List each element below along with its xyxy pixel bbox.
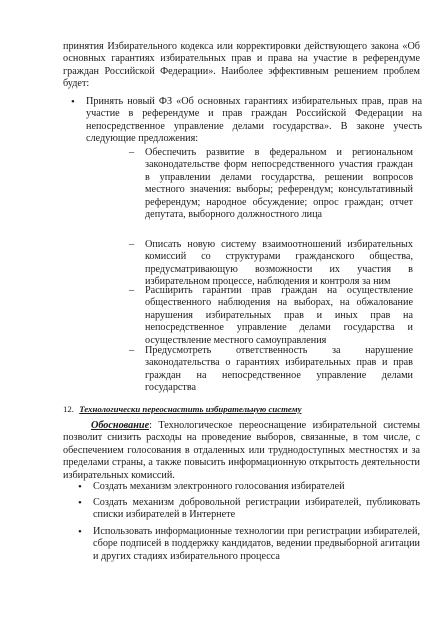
proposal-text: Расширить гарантии прав граждан на осуществление общественного наблюдения на выборах, на обжалование нарушения избирательных прав и иных прав на непосредственное управление делами государства и осуществление местного самоуправления — [145, 285, 413, 346]
proposal-text: Обеспечить развитие в федеральном и региональном законодательстве форм непосредственного участия граждан в управлении делами государства, решении вопросов местного значения: выборы; референдум; консультативный референдум; народное обсуждение; опрос граждан; отчет депутата, выборного должностного лица — [145, 147, 413, 221]
measure-item — [78, 497, 420, 522]
proposal-item — [129, 285, 413, 347]
section-title: Технологически переоснастить избирательную систему — [79, 404, 302, 414]
dash-marker: – — [129, 285, 135, 296]
measure-text: Использовать информационные технологии при регистрации избирателей, сборе подписей в поддержку кандидатов, ведении предвыборной агитации и других стадиях избирательного процесса — [93, 526, 420, 562]
proposal-text: Предусмотреть ответственность за нарушение законодательства о гарантиях избирательных прав и прав граждан на непосредственное управление делами государства — [145, 345, 413, 394]
proposal-item — [129, 345, 413, 395]
proposal-item — [129, 239, 413, 289]
bullet-main-text: Принять новый ФЗ «Об основных гарантиях избирательных прав, прав на участие в референдуме и прав граждан Российской Федерации на непосредственное управление делами государства». В законе учесть следующие предложения: — [86, 96, 422, 145]
rationale-text: : Технологическое переоснащение избирательной системы позволит снизить расходы на проведение выборов, связанные, в том числе, с обеспечением голосования в отдаленных или труднодоступных местностях и за пределами страны, а также повысить информационную открытость деятельности избирательных комиссий. — [63, 420, 420, 481]
intro-paragraph: принятия Избирательного кодекса или корректировки действующего закона «Об основных гарантиях избирательных прав и права на участие в референдуме граждан Российской Федерации». Наиболее эффективным решением проблем будет: — [63, 41, 420, 90]
bullet-marker: • — [78, 481, 82, 493]
dash-marker: – — [129, 147, 135, 158]
proposal-text: Описать новую систему взаимоотношений избирательных комиссий со структурами гражданского общества, предусматривающую возможности их участия в избирательном процессе, наблюдения и контроля за ним — [145, 239, 413, 288]
measure-text: Создать механизм электронного голосования избирателей — [93, 481, 345, 492]
section-number: 12. — [63, 404, 74, 414]
bullet-marker: • — [78, 497, 82, 509]
bullet-main — [71, 96, 422, 146]
rationale-paragraph — [63, 420, 420, 482]
measure-text: Создать механизм добровольной регистрации избирателей, публиковать списки избирателей в Интернете — [93, 497, 420, 521]
dash-marker: – — [129, 345, 135, 356]
measure-item — [78, 481, 420, 493]
proposal-item — [129, 147, 413, 221]
bullet-marker: • — [78, 526, 82, 538]
dash-marker: – — [129, 239, 135, 250]
rationale-label: Обоснование — [91, 420, 150, 431]
section-heading — [63, 404, 302, 415]
measure-item — [78, 526, 420, 563]
bullet-marker: • — [71, 96, 75, 108]
